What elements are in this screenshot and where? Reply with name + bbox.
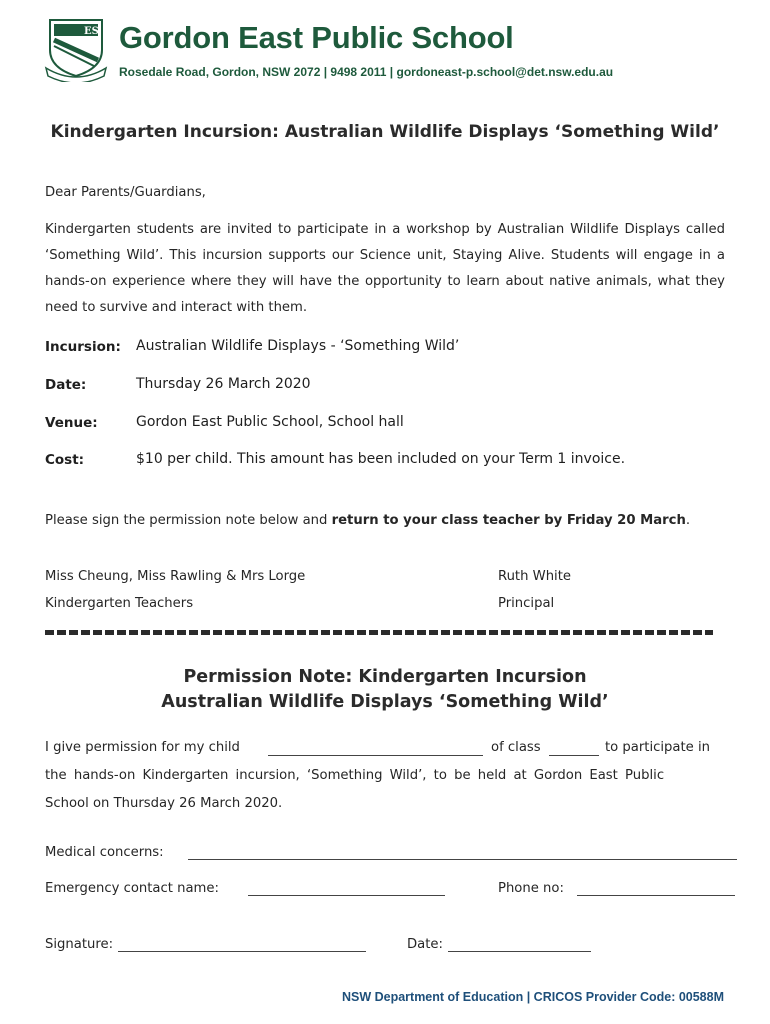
school-contact-line: Rosedale Road, Gordon, NSW 2072 | 9498 2011 | gordoneast-p.school@det.nsw.edu.au xyxy=(119,65,614,79)
principal-name: Ruth White xyxy=(498,569,571,584)
school-name: Gordon East Public School xyxy=(119,20,514,55)
cut-line-divider xyxy=(45,630,713,635)
letter-title: Kindergarten Incursion: Australian Wildlife Displays ‘Something Wild’ xyxy=(50,122,720,142)
return-note xyxy=(45,513,690,528)
permission-title-line1: Permission Note: Kindergarten Incursion xyxy=(183,667,587,687)
principal-role: Principal xyxy=(498,596,555,611)
medical-concerns-field[interactable] xyxy=(188,859,737,860)
footer-department: NSW Department of Education | CRICOS Provider Code: 00588M xyxy=(341,990,724,1004)
permission-title-line2: Australian Wildlife Displays ‘Something Wild’ xyxy=(161,692,609,712)
intro-paragraph: Kindergarten students are invited to participate in a workshop by Australian Wildlife Displays called ‘Something Wild’. This incursion supports our Science unit, Staying Alive. Students will engage in a hands-on experience where they will have the opportunity to learn about native animals, what they need to survive and interact with them. xyxy=(45,222,725,315)
signature-field[interactable] xyxy=(118,951,366,952)
detail-label-date: Date: xyxy=(45,377,87,393)
svg-text:ES: ES xyxy=(84,26,99,37)
class-field[interactable] xyxy=(549,755,599,756)
return-note-prefix: Please sign the permission note below and xyxy=(45,513,332,528)
emergency-contact-field[interactable] xyxy=(248,895,445,896)
teacher-names: Miss Cheung, Miss Rawling & Mrs Lorge xyxy=(45,569,306,584)
detail-label-venue: Venue: xyxy=(45,415,98,431)
detail-label-incursion: Incursion: xyxy=(45,339,121,355)
detail-value-cost: $10 per child. This amount has been included on your Term 1 invoice. xyxy=(136,451,626,467)
phone-field[interactable] xyxy=(577,895,735,896)
phone-label: Phone no: xyxy=(498,881,564,896)
detail-value-date: Thursday 26 March 2020 xyxy=(136,376,311,392)
permission-text-b: of class xyxy=(491,740,541,755)
emergency-contact-label: Emergency contact name: xyxy=(45,881,219,896)
signature-label: Signature: xyxy=(45,937,114,952)
permission-text-line3: School on Thursday 26 March 2020. xyxy=(45,796,283,811)
permission-text-line2: the hands-on Kindergarten incursion, ‘Something Wild’, to be held at Gordon East Public xyxy=(45,768,665,783)
detail-value-incursion: Australian Wildlife Displays - ‘Something Wild’ xyxy=(136,338,460,354)
salutation: Dear Parents/Guardians, xyxy=(45,185,206,200)
date-label: Date: xyxy=(407,937,443,952)
teacher-role: Kindergarten Teachers xyxy=(45,596,194,611)
detail-label-cost: Cost: xyxy=(45,452,85,468)
return-note-deadline: return to your class teacher by Friday 20 March xyxy=(331,513,686,528)
school-crest-logo xyxy=(44,16,108,82)
date-field[interactable] xyxy=(448,951,591,952)
permission-text-c: to participate in xyxy=(605,740,711,755)
child-name-field[interactable] xyxy=(268,755,483,756)
detail-value-venue: Gordon East Public School, School hall xyxy=(136,414,404,430)
permission-text-a: I give permission for my child xyxy=(45,740,240,755)
return-note-suffix: . xyxy=(685,513,691,528)
medical-concerns-label: Medical concerns: xyxy=(45,845,164,860)
